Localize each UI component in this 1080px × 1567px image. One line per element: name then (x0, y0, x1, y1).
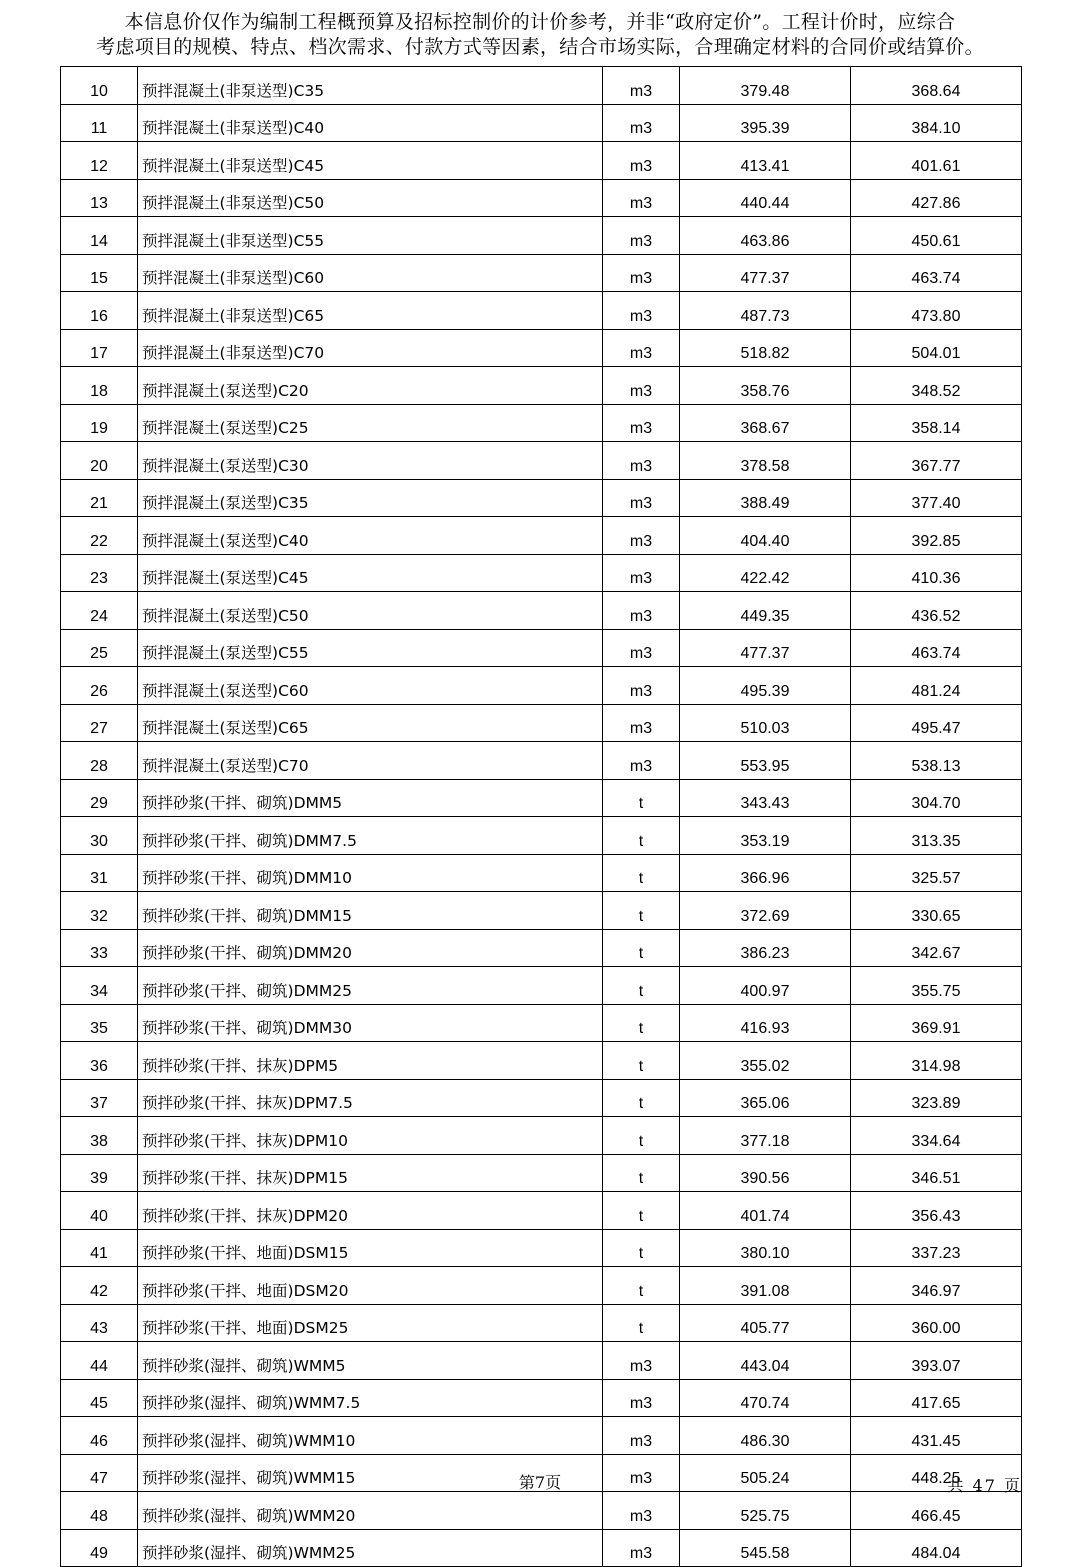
material-name-cell: 预拌混凝土(泵送型)C65 (138, 704, 603, 742)
price-tax-excluded-cell: 358.14 (851, 404, 1022, 442)
unit-cell: t (603, 1004, 680, 1042)
price-tax-included-cell: 510.03 (680, 704, 851, 742)
table-row (61, 742, 1022, 780)
price-tax-excluded-cell: 427.86 (851, 179, 1022, 217)
unit-cell: t (603, 1042, 680, 1080)
price-tax-included-cell: 495.39 (680, 667, 851, 705)
material-name-cell: 预拌砂浆(干拌、砌筑)DMM5 (138, 779, 603, 817)
row-number-cell: 15 (61, 254, 138, 292)
unit-cell: m3 (603, 442, 680, 480)
row-number-cell: 44 (61, 1342, 138, 1380)
price-tax-excluded-cell: 377.40 (851, 479, 1022, 517)
price-tax-excluded-cell: 313.35 (851, 817, 1022, 855)
material-name-cell: 预拌砂浆(干拌、抹灰)DPM7.5 (138, 1079, 603, 1117)
price-tax-included-cell: 553.95 (680, 742, 851, 780)
price-tax-included-cell: 463.86 (680, 217, 851, 255)
material-name-cell: 预拌混凝土(非泵送型)C70 (138, 329, 603, 367)
material-name-cell: 预拌砂浆(湿拌、砌筑)WMM7.5 (138, 1379, 603, 1417)
price-tax-included-cell: 416.93 (680, 1004, 851, 1042)
material-name-cell: 预拌混凝土(泵送型)C35 (138, 479, 603, 517)
table-row (61, 179, 1022, 217)
unit-cell: m3 (603, 367, 680, 405)
price-tax-included-cell: 379.48 (680, 67, 851, 105)
row-number-cell: 34 (61, 967, 138, 1005)
row-number-cell: 39 (61, 1154, 138, 1192)
price-tax-included-cell: 477.37 (680, 629, 851, 667)
material-name-cell: 预拌混凝土(泵送型)C60 (138, 667, 603, 705)
unit-cell: m3 (603, 629, 680, 667)
row-number-cell: 11 (61, 104, 138, 142)
price-tax-included-cell: 505.24 (680, 1454, 851, 1492)
table-row (61, 704, 1022, 742)
material-name-cell: 预拌混凝土(非泵送型)C35 (138, 67, 603, 105)
price-tax-excluded-cell: 401.61 (851, 142, 1022, 180)
price-tax-included-cell: 401.74 (680, 1192, 851, 1230)
material-name-cell: 预拌砂浆(湿拌、砌筑)WMM10 (138, 1417, 603, 1455)
table-row (61, 592, 1022, 630)
table-row (61, 1417, 1022, 1455)
material-name-cell: 预拌混凝土(泵送型)C25 (138, 404, 603, 442)
unit-cell: t (603, 967, 680, 1005)
price-tax-excluded-cell: 463.74 (851, 254, 1022, 292)
unit-cell: t (603, 779, 680, 817)
unit-cell: t (603, 1192, 680, 1230)
table-row (61, 217, 1022, 255)
table-row (61, 329, 1022, 367)
notice-text (60, 10, 1020, 60)
table-row (61, 517, 1022, 555)
table-row (61, 1379, 1022, 1417)
material-name-cell: 预拌砂浆(干拌、砌筑)DMM20 (138, 929, 603, 967)
price-table (60, 66, 1022, 1567)
price-tax-included-cell: 400.97 (680, 967, 851, 1005)
price-tax-excluded-cell: 356.43 (851, 1192, 1022, 1230)
price-tax-excluded-cell: 314.98 (851, 1042, 1022, 1080)
row-number-cell: 12 (61, 142, 138, 180)
price-tax-excluded-cell: 337.23 (851, 1229, 1022, 1267)
table-row (61, 779, 1022, 817)
price-tax-excluded-cell: 410.36 (851, 554, 1022, 592)
price-tax-excluded-cell: 392.85 (851, 517, 1022, 555)
price-tax-excluded-cell: 360.00 (851, 1304, 1022, 1342)
price-tax-excluded-cell: 369.91 (851, 1004, 1022, 1042)
row-number-cell: 31 (61, 854, 138, 892)
material-name-cell: 预拌砂浆(干拌、抹灰)DPM5 (138, 1042, 603, 1080)
unit-cell: t (603, 1229, 680, 1267)
unit-cell: m3 (603, 142, 680, 180)
row-number-cell: 17 (61, 329, 138, 367)
row-number-cell: 23 (61, 554, 138, 592)
row-number-cell: 42 (61, 1267, 138, 1305)
material-name-cell: 预拌砂浆(湿拌、砌筑)WMM15 (138, 1454, 603, 1492)
row-number-cell: 32 (61, 892, 138, 930)
price-tax-included-cell: 487.73 (680, 292, 851, 330)
row-number-cell: 26 (61, 667, 138, 705)
unit-cell: t (603, 1304, 680, 1342)
price-tax-included-cell: 372.69 (680, 892, 851, 930)
price-tax-included-cell: 343.43 (680, 779, 851, 817)
price-tax-excluded-cell: 463.74 (851, 629, 1022, 667)
price-tax-included-cell: 470.74 (680, 1379, 851, 1417)
page-total: 共 47 页 (947, 1476, 1022, 1495)
material-name-cell: 预拌混凝土(非泵送型)C55 (138, 217, 603, 255)
price-tax-excluded-cell: 304.70 (851, 779, 1022, 817)
price-tax-excluded-cell: 473.80 (851, 292, 1022, 330)
row-number-cell: 27 (61, 704, 138, 742)
price-tax-excluded-cell: 346.51 (851, 1154, 1022, 1192)
row-number-cell: 14 (61, 217, 138, 255)
table-row (61, 929, 1022, 967)
material-name-cell: 预拌砂浆(湿拌、砌筑)WMM5 (138, 1342, 603, 1380)
table-row (61, 67, 1022, 105)
unit-cell: m3 (603, 592, 680, 630)
unit-cell: t (603, 1154, 680, 1192)
price-tax-included-cell: 365.06 (680, 1079, 851, 1117)
price-tax-included-cell: 518.82 (680, 329, 851, 367)
price-tax-included-cell: 388.49 (680, 479, 851, 517)
material-name-cell: 预拌砂浆(干拌、砌筑)DMM10 (138, 854, 603, 892)
unit-cell: m3 (603, 67, 680, 105)
material-name-cell: 预拌砂浆(干拌、抹灰)DPM20 (138, 1192, 603, 1230)
price-tax-excluded-cell: 323.89 (851, 1079, 1022, 1117)
row-number-cell: 49 (61, 1529, 138, 1567)
table-row (61, 479, 1022, 517)
price-tax-included-cell: 413.41 (680, 142, 851, 180)
price-tax-included-cell: 477.37 (680, 254, 851, 292)
row-number-cell: 40 (61, 1192, 138, 1230)
price-tax-included-cell: 404.40 (680, 517, 851, 555)
unit-cell: m3 (603, 742, 680, 780)
table-row (61, 1304, 1022, 1342)
table-row (61, 1154, 1022, 1192)
table-row (61, 554, 1022, 592)
unit-cell: m3 (603, 1379, 680, 1417)
table-row (61, 1492, 1022, 1530)
price-tax-excluded-cell: 484.04 (851, 1529, 1022, 1567)
table-row (61, 854, 1022, 892)
row-number-cell: 13 (61, 179, 138, 217)
material-name-cell: 预拌混凝土(泵送型)C40 (138, 517, 603, 555)
price-tax-excluded-cell: 450.61 (851, 217, 1022, 255)
row-number-cell: 29 (61, 779, 138, 817)
material-name-cell: 预拌砂浆(干拌、地面)DSM20 (138, 1267, 603, 1305)
price-tax-included-cell: 378.58 (680, 442, 851, 480)
price-tax-excluded-cell: 417.65 (851, 1379, 1022, 1417)
unit-cell: m3 (603, 404, 680, 442)
row-number-cell: 41 (61, 1229, 138, 1267)
unit-cell: m3 (603, 667, 680, 705)
material-name-cell: 预拌砂浆(干拌、地面)DSM25 (138, 1304, 603, 1342)
row-number-cell: 46 (61, 1417, 138, 1455)
material-name-cell: 预拌混凝土(非泵送型)C40 (138, 104, 603, 142)
price-tax-included-cell: 368.67 (680, 404, 851, 442)
unit-cell: m3 (603, 104, 680, 142)
row-number-cell: 10 (61, 67, 138, 105)
table-row (61, 1117, 1022, 1155)
table-row (61, 967, 1022, 1005)
price-tax-excluded-cell: 367.77 (851, 442, 1022, 480)
price-tax-included-cell: 366.96 (680, 854, 851, 892)
unit-cell: t (603, 892, 680, 930)
price-tax-included-cell: 395.39 (680, 104, 851, 142)
row-number-cell: 43 (61, 1304, 138, 1342)
price-tax-excluded-cell: 368.64 (851, 67, 1022, 105)
row-number-cell: 25 (61, 629, 138, 667)
unit-cell: m3 (603, 179, 680, 217)
table-row (61, 442, 1022, 480)
unit-cell: m3 (603, 554, 680, 592)
table-row (61, 142, 1022, 180)
unit-cell: m3 (603, 329, 680, 367)
row-number-cell: 36 (61, 1042, 138, 1080)
row-number-cell: 21 (61, 479, 138, 517)
table-row (61, 367, 1022, 405)
unit-cell: t (603, 1267, 680, 1305)
unit-cell: m3 (603, 704, 680, 742)
row-number-cell: 38 (61, 1117, 138, 1155)
price-tax-included-cell: 405.77 (680, 1304, 851, 1342)
price-tax-included-cell: 386.23 (680, 929, 851, 967)
price-table-body (61, 67, 1022, 1567)
material-name-cell: 预拌砂浆(湿拌、砌筑)WMM20 (138, 1492, 603, 1530)
price-tax-excluded-cell: 334.64 (851, 1117, 1022, 1155)
table-row (61, 892, 1022, 930)
table-row (61, 1267, 1022, 1305)
price-tax-excluded-cell: 393.07 (851, 1342, 1022, 1380)
price-tax-excluded-cell: 495.47 (851, 704, 1022, 742)
price-tax-included-cell: 449.35 (680, 592, 851, 630)
price-tax-excluded-cell: 346.97 (851, 1267, 1022, 1305)
price-tax-included-cell: 486.30 (680, 1417, 851, 1455)
table-row (61, 1004, 1022, 1042)
unit-cell: m3 (603, 292, 680, 330)
table-row (61, 254, 1022, 292)
row-number-cell: 47 (61, 1454, 138, 1492)
row-number-cell: 18 (61, 367, 138, 405)
price-tax-excluded-cell: 342.67 (851, 929, 1022, 967)
unit-cell: m3 (603, 1342, 680, 1380)
price-tax-included-cell: 422.42 (680, 554, 851, 592)
material-name-cell: 预拌砂浆(干拌、砌筑)DMM15 (138, 892, 603, 930)
price-tax-excluded-cell: 384.10 (851, 104, 1022, 142)
unit-cell: m3 (603, 1454, 680, 1492)
price-tax-excluded-cell: 538.13 (851, 742, 1022, 780)
page-number: 第7页 (518, 1473, 562, 1492)
unit-cell: t (603, 854, 680, 892)
price-tax-excluded-cell: 448.25 (851, 1454, 1022, 1492)
price-tax-excluded-cell: 466.45 (851, 1492, 1022, 1530)
unit-cell: m3 (603, 1492, 680, 1530)
unit-cell: m3 (603, 1417, 680, 1455)
price-tax-excluded-cell: 348.52 (851, 367, 1022, 405)
price-tax-included-cell: 545.58 (680, 1529, 851, 1567)
material-name-cell: 预拌混凝土(泵送型)C20 (138, 367, 603, 405)
row-number-cell: 24 (61, 592, 138, 630)
unit-cell: m3 (603, 254, 680, 292)
price-tax-excluded-cell: 431.45 (851, 1417, 1022, 1455)
table-row (61, 817, 1022, 855)
price-tax-included-cell: 443.04 (680, 1342, 851, 1380)
unit-cell: m3 (603, 217, 680, 255)
unit-cell: m3 (603, 517, 680, 555)
price-tax-included-cell: 390.56 (680, 1154, 851, 1192)
unit-cell: m3 (603, 479, 680, 517)
table-row (61, 1529, 1022, 1567)
material-name-cell: 预拌混凝土(泵送型)C70 (138, 742, 603, 780)
material-name-cell: 预拌混凝土(泵送型)C30 (138, 442, 603, 480)
price-tax-included-cell: 353.19 (680, 817, 851, 855)
material-name-cell: 预拌砂浆(干拌、地面)DSM15 (138, 1229, 603, 1267)
material-name-cell: 预拌混凝土(非泵送型)C50 (138, 179, 603, 217)
table-row (61, 1229, 1022, 1267)
row-number-cell: 37 (61, 1079, 138, 1117)
price-tax-included-cell: 358.76 (680, 367, 851, 405)
unit-cell: t (603, 1117, 680, 1155)
price-tax-excluded-cell: 436.52 (851, 592, 1022, 630)
unit-cell: t (603, 929, 680, 967)
row-number-cell: 48 (61, 1492, 138, 1530)
row-number-cell: 35 (61, 1004, 138, 1042)
material-name-cell: 预拌砂浆(干拌、砌筑)DMM25 (138, 967, 603, 1005)
material-name-cell: 预拌混凝土(泵送型)C45 (138, 554, 603, 592)
price-tax-included-cell: 525.75 (680, 1492, 851, 1530)
row-number-cell: 45 (61, 1379, 138, 1417)
row-number-cell: 20 (61, 442, 138, 480)
unit-cell: m3 (603, 1529, 680, 1567)
row-number-cell: 33 (61, 929, 138, 967)
material-name-cell: 预拌砂浆(干拌、砌筑)DMM30 (138, 1004, 603, 1042)
notice-line-2: 考虑项目的规模、特点、档次需求、付款方式等因素，结合市场实际，合理确定材料的合同价或结算价。 (96, 36, 984, 58)
material-name-cell: 预拌混凝土(非泵送型)C65 (138, 292, 603, 330)
material-name-cell: 预拌混凝土(泵送型)C50 (138, 592, 603, 630)
price-tax-excluded-cell: 504.01 (851, 329, 1022, 367)
material-name-cell: 预拌混凝土(非泵送型)C45 (138, 142, 603, 180)
row-number-cell: 16 (61, 292, 138, 330)
material-name-cell: 预拌砂浆(干拌、砌筑)DMM7.5 (138, 817, 603, 855)
material-name-cell: 预拌砂浆(干拌、抹灰)DPM10 (138, 1117, 603, 1155)
price-tax-included-cell: 440.44 (680, 179, 851, 217)
price-tax-included-cell: 380.10 (680, 1229, 851, 1267)
table-row (61, 1192, 1022, 1230)
price-tax-included-cell: 377.18 (680, 1117, 851, 1155)
unit-cell: t (603, 817, 680, 855)
price-tax-included-cell: 355.02 (680, 1042, 851, 1080)
material-name-cell: 预拌砂浆(干拌、抹灰)DPM15 (138, 1154, 603, 1192)
notice-line-1: 本信息价仅作为编制工程概预算及招标控制价的计价参考，并非“政府定价”。工程计价时，应综合 (124, 11, 956, 33)
price-tax-excluded-cell: 325.57 (851, 854, 1022, 892)
row-number-cell: 28 (61, 742, 138, 780)
material-name-cell: 预拌混凝土(泵送型)C55 (138, 629, 603, 667)
table-row (61, 1042, 1022, 1080)
row-number-cell: 30 (61, 817, 138, 855)
row-number-cell: 19 (61, 404, 138, 442)
table-row (61, 1079, 1022, 1117)
unit-cell: t (603, 1079, 680, 1117)
table-row (61, 104, 1022, 142)
price-tax-excluded-cell: 355.75 (851, 967, 1022, 1005)
table-row (61, 667, 1022, 705)
price-tax-excluded-cell: 481.24 (851, 667, 1022, 705)
table-row (61, 404, 1022, 442)
table-row (61, 1342, 1022, 1380)
row-number-cell: 22 (61, 517, 138, 555)
table-row (61, 292, 1022, 330)
material-name-cell: 预拌砂浆(湿拌、砌筑)WMM25 (138, 1529, 603, 1567)
table-row (61, 629, 1022, 667)
material-name-cell: 预拌混凝土(非泵送型)C60 (138, 254, 603, 292)
price-tax-included-cell: 391.08 (680, 1267, 851, 1305)
price-tax-excluded-cell: 330.65 (851, 892, 1022, 930)
